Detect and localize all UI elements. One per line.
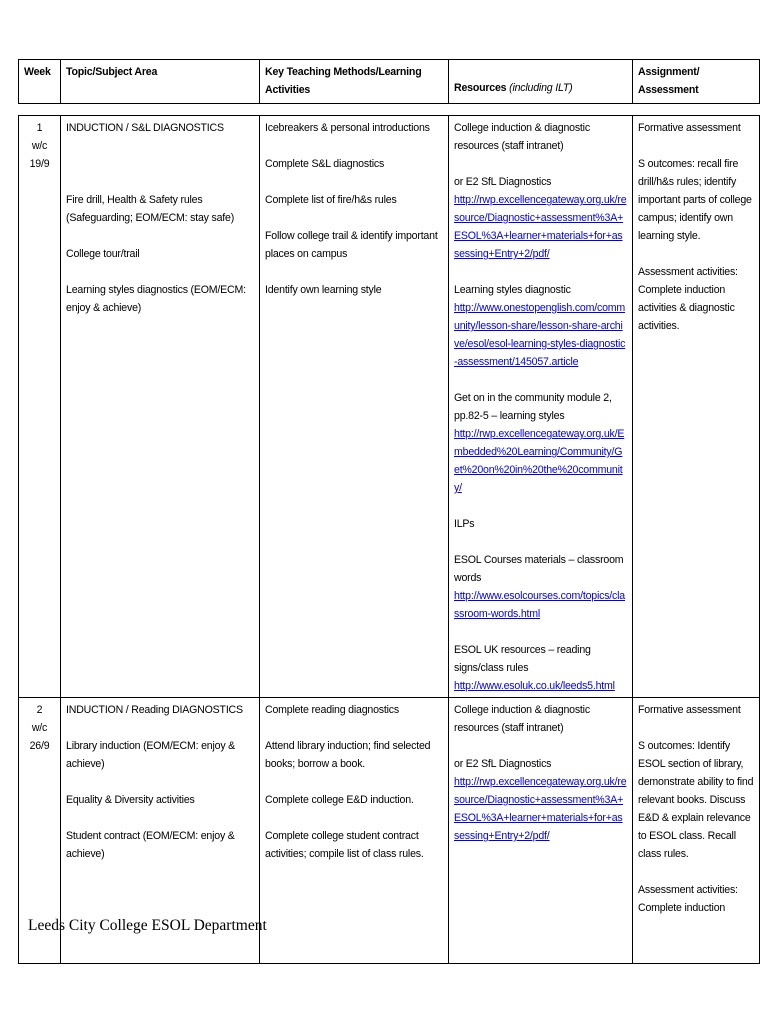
week-wc: w/c xyxy=(31,140,48,152)
header-resources xyxy=(449,60,633,104)
method-item: Complete college student contract activities; compile list of class rules. xyxy=(265,830,424,860)
spacer-row xyxy=(19,104,760,116)
resource-text: or E2 SfL Diagnostics xyxy=(454,176,552,188)
topic-item: Fire drill, Health & Safety rules (Safeguarding; EOM/ECM: stay safe) xyxy=(66,194,235,224)
method-item: Icebreakers & personal introductions xyxy=(265,122,430,134)
header-methods: Key Teaching Methods/Learning Activities xyxy=(260,60,449,104)
resource-text: Learning styles diagnostic xyxy=(454,284,571,296)
assessment-activities-label: Assessment activities: xyxy=(638,884,738,896)
resource-text: Get on in the community module 2, pp.82-5 – learning styles xyxy=(454,392,612,422)
footer-department: Leeds City College ESOL Department xyxy=(28,917,267,934)
header-assessment-line1: Assignment/ xyxy=(638,66,700,78)
topic-item: Student contract (EOM/ECM: enjoy & achieve) xyxy=(66,830,235,860)
week-cell xyxy=(19,116,61,698)
topic-cell xyxy=(61,116,260,698)
resources-cell xyxy=(449,116,633,698)
method-item: Complete S&L diagnostics xyxy=(265,158,385,170)
resource-text: or E2 SfL Diagnostics xyxy=(454,758,552,770)
methods-cell xyxy=(260,116,449,698)
method-item: Complete college E&D induction. xyxy=(265,794,414,806)
method-item: Identify own learning style xyxy=(265,284,382,296)
topic-item: College tour/trail xyxy=(66,248,140,260)
resource-link[interactable]: http://www.esolcourses.com/topics/classroom-words.html xyxy=(454,590,625,620)
topic-item: INDUCTION / S&L DIAGNOSTICS xyxy=(66,122,224,134)
resource-link[interactable]: http://rwp.excellencegateway.org.uk/resource/Diagnostic+assessment%3A+ESOL%3A+learner+materials+for+assessing+Entry+2/pdf/ xyxy=(454,194,627,260)
header-assessment xyxy=(633,60,760,104)
method-item: Follow college trail & identify important places on campus xyxy=(265,230,438,260)
methods-cell xyxy=(260,698,449,964)
assessment-activities: Complete induction activities & diagnostic activities. xyxy=(638,284,735,332)
week-number: 2 xyxy=(36,704,43,716)
resource-text: ESOL Courses materials – classroom words xyxy=(454,554,624,584)
header-resources-text xyxy=(454,79,627,97)
assessment-cell xyxy=(633,698,760,964)
header-row xyxy=(19,60,760,104)
week-wc: w/c xyxy=(31,722,48,734)
method-item: Complete reading diagnostics xyxy=(265,704,399,716)
header-topic: Topic/Subject Area xyxy=(61,60,260,104)
assessment-outcomes: S outcomes: Identify ESOL section of library, demonstrate ability to find relevant books. Discuss E&D & explain relevance to ESOL class. Recall class rules. xyxy=(638,740,754,860)
scheme-of-work-table xyxy=(18,59,760,964)
resources-cell xyxy=(449,698,633,964)
resource-text: College induction & diagnostic resources (staff intranet) xyxy=(454,704,590,734)
assessment-activities-label: Assessment activities: xyxy=(638,266,738,278)
method-item: Attend library induction; find selected books; borrow a book. xyxy=(265,740,431,770)
topic-item: Equality & Diversity activities xyxy=(66,794,195,806)
assessment-type: Formative assessment xyxy=(638,704,741,716)
resource-text: ESOL UK resources – reading signs/class rules xyxy=(454,644,591,674)
assessment-cell xyxy=(633,116,760,698)
header-resources-bold: Resources xyxy=(454,82,507,94)
header-week: Week xyxy=(19,60,61,104)
resource-text: College induction & diagnostic resources (staff intranet) xyxy=(454,122,590,152)
week-date: 26/9 xyxy=(29,740,50,752)
week-number: 1 xyxy=(36,122,43,134)
resource-link[interactable]: http://rwp.excellencegateway.org.uk/resource/Diagnostic+assessment%3A+ESOL%3A+learner+materials+for+assessing+Entry+2/pdf/ xyxy=(454,776,627,842)
topic-item: Library induction (EOM/ECM: enjoy & achieve) xyxy=(66,740,236,770)
resource-text: ILPs xyxy=(454,518,475,530)
resource-link[interactable]: http://rwp.excellencegateway.org.uk/Embedded%20Learning/Community/Get%20on%20in%20the%20community/ xyxy=(454,428,625,494)
week-date: 19/9 xyxy=(29,158,50,170)
topic-item: INDUCTION / Reading DIAGNOSTICS xyxy=(66,704,243,716)
resource-link[interactable]: http://www.onestopenglish.com/community/lesson-share/lesson-share-archive/esol/esol-learning-styles-diagnostic-assessment/145057.article xyxy=(454,302,626,368)
assessment-activities: Complete induction xyxy=(638,902,726,914)
header-assessment-line2: Assessment xyxy=(638,84,699,96)
resource-link[interactable]: http://www.esoluk.co.uk/leeds5.html xyxy=(454,680,615,692)
header-resources-italic: (including ILT) xyxy=(509,82,573,94)
table-row xyxy=(19,116,760,698)
topic-item: Learning styles diagnostics (EOM/ECM: enjoy & achieve) xyxy=(66,284,246,314)
assessment-outcomes: S outcomes: recall fire drill/h&s rules; identify important parts of college campus; identify own learning style. xyxy=(638,158,752,242)
assessment-type: Formative assessment xyxy=(638,122,741,134)
method-item: Complete list of fire/h&s rules xyxy=(265,194,397,206)
